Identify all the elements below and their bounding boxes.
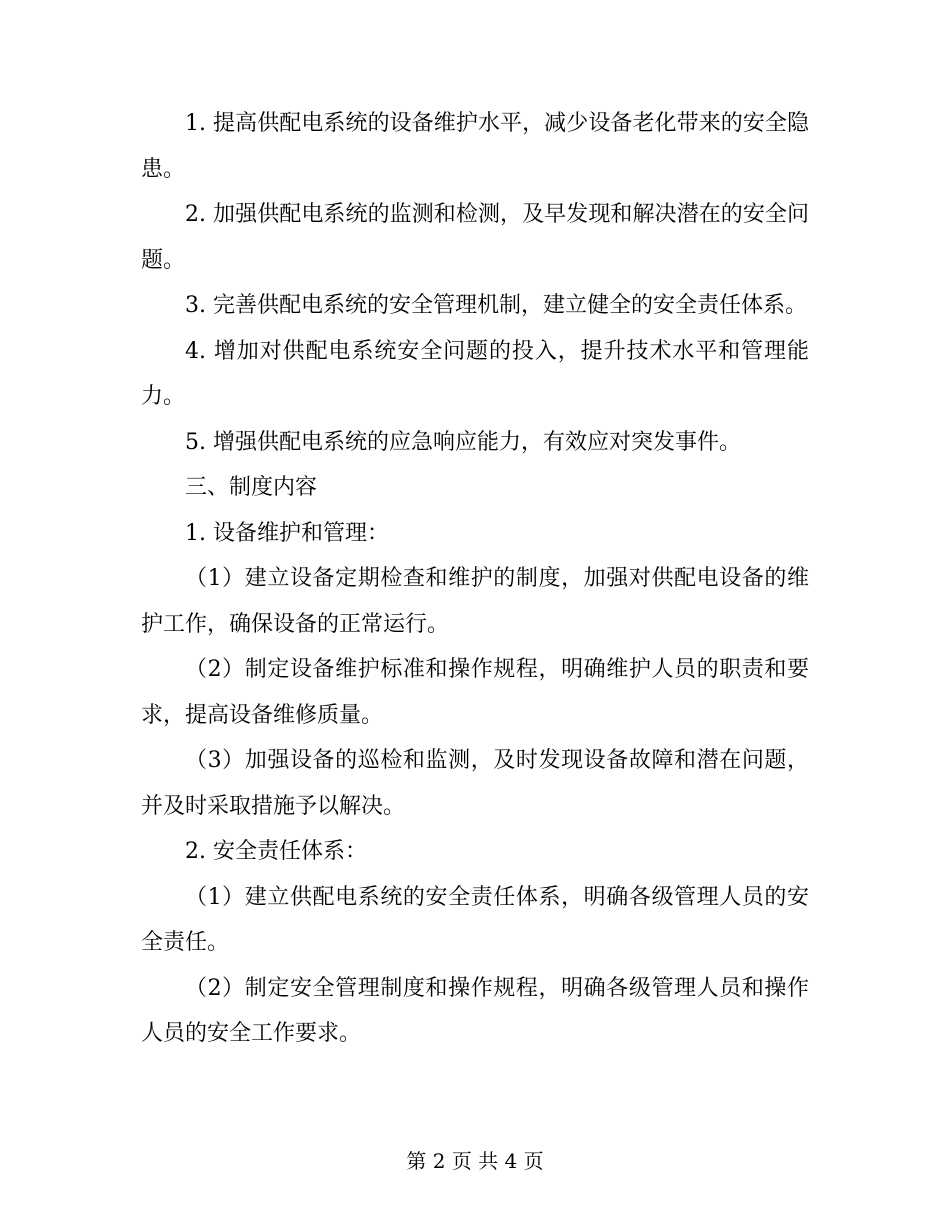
paragraph-goal-1: 1. 提高供配电系统的设备维护水平，减少设备老化带来的安全隐患。 <box>141 111 809 182</box>
subsection-heading-1: 1. 设备维护和管理： <box>185 520 389 546</box>
paragraph-goal-5: 5. 增强供配电系统的应急响应能力，有效应对突发事件。 <box>185 429 741 455</box>
paragraph-item-2-1: （1）建立供配电系统的安全责任体系，明确各级管理人员的安全责任。 <box>141 884 809 955</box>
paragraph-item-2-2: （2）制定安全管理制度和操作规程，明确各级管理人员和操作人员的安全工作要求。 <box>141 975 809 1046</box>
paragraph-item-1-3: （3）加强设备的巡检和监测，及时发现设备故障和潜在问题，并及时采取措施予以解决。 <box>141 748 809 819</box>
paragraph-item-1-1: （1）建立设备定期检查和维护的制度，加强对供配电设备的维护工作，确保设备的正常运行。 <box>141 566 809 637</box>
paragraph-item-1-2: （2）制定设备维护标准和操作规程，明确维护人员的职责和要求，提高设备维修质量。 <box>141 657 809 728</box>
section-heading: 三、制度内容 <box>185 475 318 500</box>
subsection-heading-2: 2. 安全责任体系： <box>185 839 367 864</box>
paragraph-goal-3: 3. 完善供配电系统的安全管理机制，建立健全的安全责任体系。 <box>185 293 807 318</box>
page-number-footer: 第 2 页 共 4 页 <box>406 1149 544 1173</box>
paragraph-goal-4: 4. 增加对供配电系统安全问题的投入，提升技术水平和管理能力。 <box>141 338 809 409</box>
paragraph-goal-2: 2. 加强供配电系统的监测和检测，及早发现和解决潜在的安全问题。 <box>141 202 809 273</box>
document-body <box>141 101 809 1057</box>
